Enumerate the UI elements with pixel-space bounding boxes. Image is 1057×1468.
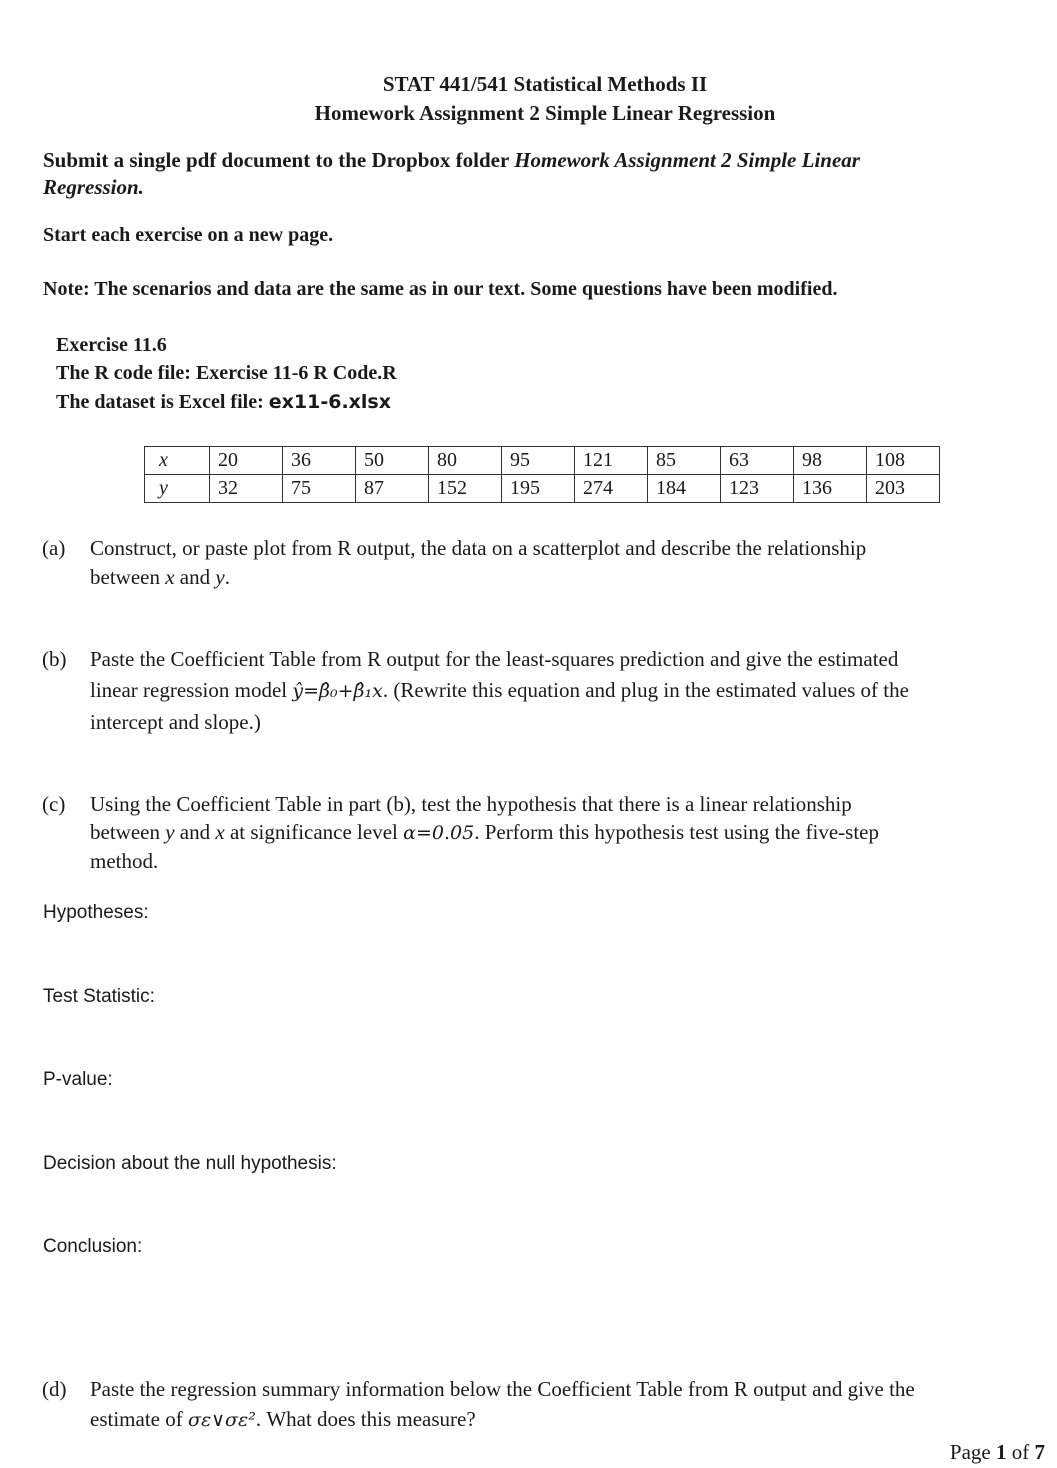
question-b-line2-prefix: linear regression model [90,678,293,702]
question-c-text [90,790,1050,875]
var-y: y [215,565,225,589]
question-a-line2-prefix: between [90,565,166,589]
y-label: y [145,475,210,503]
submit-instruction [43,148,860,173]
y-cell: 75 [283,475,356,503]
conclusion-label: Conclusion: [43,1236,143,1257]
x-cell: 50 [356,447,429,475]
submit-prefix: Submit a single pdf document to the Dropbox folder [43,148,515,172]
question-c-label: (c) [42,792,66,816]
course-title: STAT 441/541 Statistical Methods II [382,72,708,96]
y-cell: 123 [721,475,794,503]
submit-folder-line2: Regression. [43,175,144,199]
r-code-file: The R code file: Exercise 11-6 R Code.R [56,362,397,384]
x-cell: 36 [283,447,356,475]
question-c-line2-mid: at significance level [224,820,404,844]
exercise-title: Exercise 11.6 [56,334,167,356]
page-mid: of [1006,1440,1035,1464]
question-a-and: and [174,565,216,589]
dataset-file [56,391,391,414]
question-d-line2 [90,1404,1055,1435]
y-cell: 203 [867,475,940,503]
question-c-line1: Using the Coefficient Table in part (b), test the hypothesis that there is a linear relationship [90,792,852,816]
y-cell: 152 [429,475,502,503]
question-a-end: . [224,565,230,589]
table-row-x [145,447,940,475]
question-b-line2-suffix: . (Rewrite this equation and plug in the estimated values of the [382,678,909,702]
x-cell: 80 [429,447,502,475]
question-c-line2 [90,818,1050,847]
x-cell: 108 [867,447,940,475]
question-b-label: (b) [42,647,67,671]
var-x: x [165,565,175,589]
test-statistic-label: Test Statistic: [43,986,155,1007]
question-c-line2-prefix: between [90,820,166,844]
x-cell: 85 [648,447,721,475]
page-total: 7 [1034,1440,1045,1464]
question-b-line3: intercept and slope.) [90,710,261,734]
question-b-line1: Paste the Coefficient Table from R output for the least-squares prediction and give the estimated [90,647,899,671]
sigma-expression: σε∨σε² [187,1409,256,1431]
question-d-label: (d) [42,1377,67,1401]
new-page-instruction: Start each exercise on a new page. [43,224,334,246]
question-a-line1: Construct, or paste plot from R output, the data on a scatterplot and describe the relationship [90,536,867,560]
question-d-text [90,1374,1055,1435]
question-d-line1: Paste the regression summary information below the Coefficient Table from R output and give the [90,1377,915,1401]
decision-label: Decision about the null hypothesis: [43,1153,337,1174]
question-c [42,790,1042,876]
dataset-filename: ex11-6.xlsx [268,391,391,413]
y-cell: 184 [648,475,721,503]
question-b-text [90,644,1055,738]
y-cell: 136 [794,475,867,503]
question-d-line2-suffix: . What does this measure? [255,1407,476,1431]
regression-equation: ŷ=β̂₀+β̂₁x [292,680,383,702]
page-number [950,1440,1045,1465]
dataset-prefix: The dataset is Excel file: [56,391,269,413]
x-cell: 63 [721,447,794,475]
note: Note: The scenarios and data are the same as in our text. Some questions have been modified. [43,278,838,300]
x-cell: 20 [210,447,283,475]
question-a [42,534,1042,594]
question-a-line2 [90,563,1050,592]
question-c-and: and [174,820,216,844]
data-table [144,446,940,503]
table-row-y [145,475,940,503]
question-c-line2-suffix: . Perform this hypothesis test using the five-step [474,820,879,844]
page-current: 1 [996,1440,1007,1464]
y-cell: 274 [575,475,648,503]
x-label: x [145,447,210,475]
alpha-value: α=0.05 [403,822,475,844]
question-b-line2 [90,675,1055,707]
question-d-line2-prefix: estimate of [90,1407,188,1431]
hypotheses-label: Hypotheses: [43,902,149,923]
x-cell: 98 [794,447,867,475]
assignment-title: Homework Assignment 2 Simple Linear Regression [314,101,776,125]
var-x: x [215,820,225,844]
y-cell: 32 [210,475,283,503]
submit-folder-line1: Homework Assignment 2 Simple Linear [514,148,860,172]
question-d [42,1374,1052,1436]
var-y: y [165,820,175,844]
x-cell: 95 [502,447,575,475]
p-value-label: P-value: [43,1069,113,1090]
question-a-label: (a) [42,536,66,560]
question-c-line3: method. [90,849,159,873]
x-cell: 121 [575,447,648,475]
question-b [42,644,1052,736]
y-cell: 195 [502,475,575,503]
question-a-text [90,534,1050,592]
page-prefix: Page [949,1440,996,1464]
y-cell: 87 [356,475,429,503]
